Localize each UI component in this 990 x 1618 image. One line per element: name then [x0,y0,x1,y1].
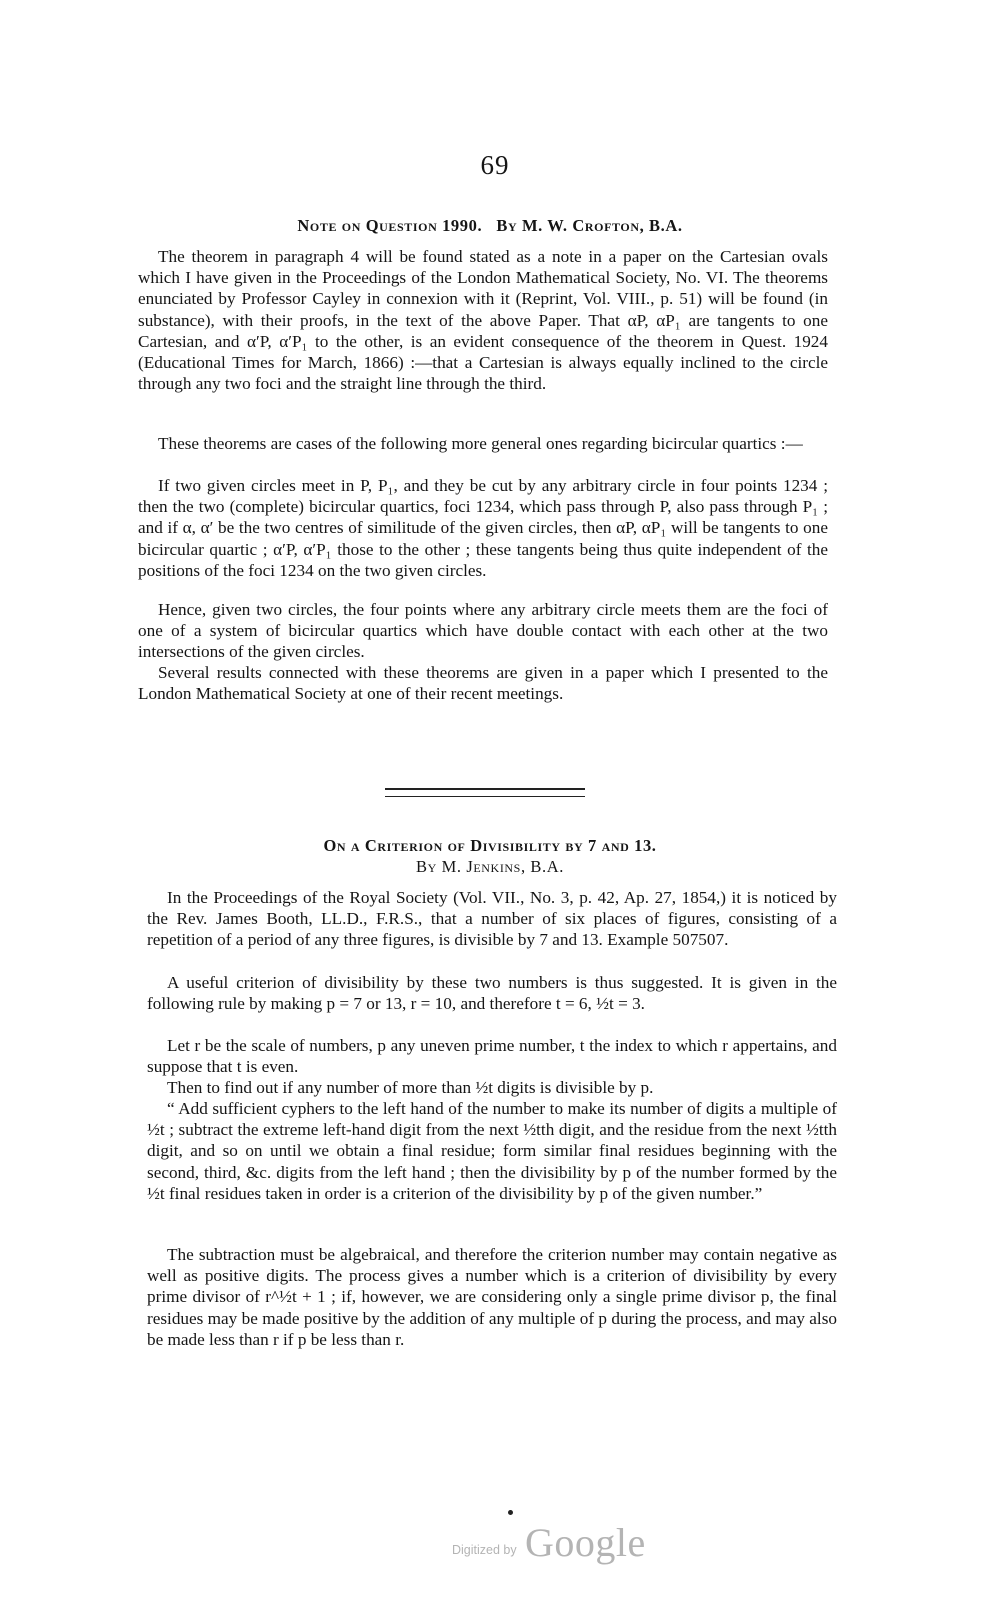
note-byline: By M. W. Crofton, B.A. [496,216,683,235]
article-paragraph-3: Let r be the scale of numbers, p any uneven prime number, t the index to which r appertains, and suppose that t is even. [147,1036,837,1077]
article-title: On a Criterion of Divisibility by 7 and 13. [323,836,657,855]
digitized-watermark [452,1505,652,1565]
article-byline: By M. Jenkins, B.A. [416,857,564,876]
note-heading [130,216,850,236]
note-paragraph-4: Hence, given two circles, the four points where any arbitrary circle meets them are the foci of one of a system of bicircular quartics which have double contact with each other at the two intersections of the given circles. [138,600,828,662]
article-paragraph-2: A useful criterion of divisibility by these two numbers is thus suggested. It is given in the following rule by making p = 7 or 13, r = 10, and therefore t = 6, ½t = 3. [147,973,837,1014]
google-logo: Google [525,1520,646,1565]
article-paragraph-4: Then to find out if any number of more than ½t digits is divisible by p. [167,1078,654,1097]
page-number: 69 [480,150,510,180]
note-title: Note on Question 1990. [297,216,483,235]
note-paragraph-1: The theorem in paragraph 4 will be found stated as a note in a paper on the Cartesian ovals which I have given in the Proceedings of the London Mathematical Society, No. VI. The theorems enunciated by Professor Cayley in connexion with it (Reprint, Vol. VIII., p. 51) will be found (in substance), with their proofs, in the text of the above Paper. That αP, αP₁ are tangents to one Cartesian, and α′P, α′P₁ to the other, is an evident consequence of the theorem in Quest. 1924 (Educational Times for March, 1866) :—that a Cartesian is always equally inclined to the circle through any two foci and the straight line through the third. [138,247,828,394]
article-paragraph-6: The subtraction must be algebraical, and therefore the criterion number may contain negative as well as positive digits. The process gives a number which is a criterion of divisibility by every prime divisor of r^½t + 1 ; if, however, we are considering only a single prime divisor p, the final residues may be made positive by the addition of any multiple of p during the process, and may also be made less than r if p be less than r. [147,1245,837,1349]
note-paragraph-5: Several results connected with these theorems are given in a paper which I presented to the London Mathematical Society at one of their recent meetings. [138,663,828,704]
dot-mark [508,1510,513,1515]
article-paragraph-1: In the Proceedings of the Royal Society (Vol. VII., No. 3, p. 42, Ap. 27, 1854,) it is noticed by the Rev. James Booth, LL.D., F.R.S., that a number of six places of figures, consisting of a repetition of a period of any three figures, is divisible by 7 and 13. Example 507507. [147,888,837,950]
note-paragraph-3: If two given circles meet in P, P₁, and they be cut by any arbitrary circle in four points 1234 ; then the two (complete) bicircular quartics, foci 1234, which pass through P, also pass through P₁ ; and if α, α′ be the two centres of similitude of the given circles, then αP, αP₁ will be tangents to one bicircular quartic ; α′P, α′P₁ those to the other ; these tangents being thus quite independent of the positions of the foci 1234 on the two given circles. [138,476,828,580]
article-paragraph-5: “ Add sufficient cyphers to the left hand of the number to make its number of digits a multiple of ½t ; subtract the extreme left-hand digit from the next ½tth digit, and the residue from the next ½tth digit, and so on until we obtain a final residue; form similar final residues beginning with the second, third, &c. digits from the left hand ; then the divisibility by p of the number formed by the ½t final residues taken in order is a criterion of the divisibility by p of the given number.” [147,1099,837,1203]
section-divider [385,788,585,797]
note-paragraph-2: These theorems are cases of the following more general ones regarding bicircular quartics :— [158,434,803,453]
watermark-prefix: Digitized by [452,1543,517,1557]
